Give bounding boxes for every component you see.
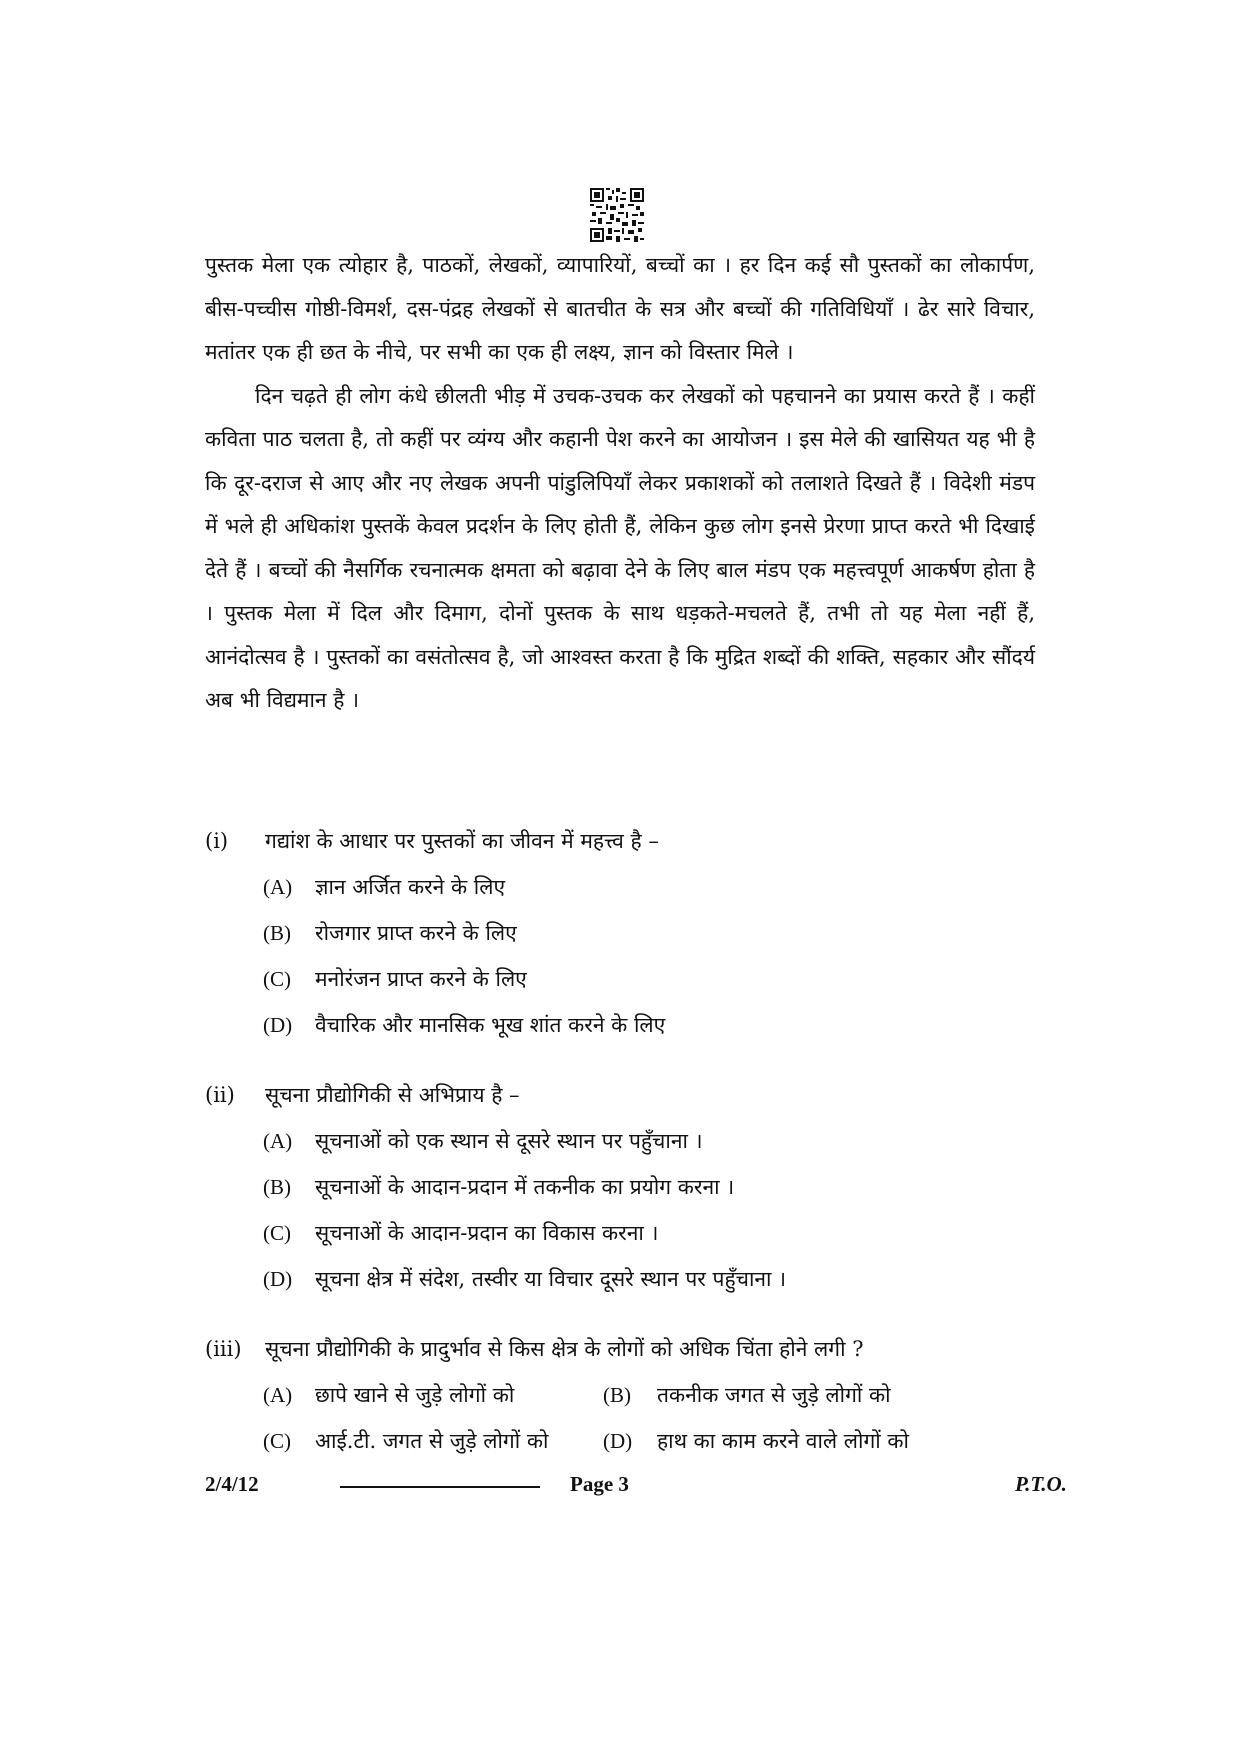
question-1-stem (205, 818, 1065, 864)
question-text: गद्यांश के आधार पर पुस्तकों का जीवन में महत्त्व है – (265, 829, 659, 853)
question-number: (iii) (205, 1337, 242, 1361)
option-text: रोजगार प्राप्त करने के लिए (315, 921, 517, 945)
option-letter: (D) (263, 1267, 293, 1291)
option-letter: (A) (263, 1129, 293, 1153)
question-number: (i) (205, 829, 229, 853)
option-c (205, 956, 1065, 1002)
page-number: Page 3 (570, 1472, 629, 1496)
option-row-cd (205, 1418, 1065, 1464)
option-d-text: हाथ का काम करने वाले लोगों को (657, 1429, 909, 1453)
option-text: सूचनाओं के आदान-प्रदान में तकनीक का प्रयोग करना । (315, 1175, 735, 1199)
option-letter: (D) (263, 1013, 293, 1037)
passage-paragraph-1: पुस्तक मेला एक त्योहार है, पाठकों, लेखकों, व्यापारियों, बच्चों का । हर दिन कई सौ पुस्तकों का लोकार्पण, बीस-पच्चीस गोष्ठी-विमर्श, दस-पंद्रह लेखकों से बातचीत के सत्र और बच्चों की गतिविधियाँ । ढेर सारे विचार, मतांतर एक ही छत के नीचे, पर सभी का एक ही लक्ष्य, ज्ञान को विस्तार मिले । (205, 253, 1035, 364)
option-text: ज्ञान अर्जित करने के लिए (315, 875, 506, 899)
option-b (205, 910, 1065, 956)
option-c-text: आई.टी. जगत से जुड़े लोगों को (315, 1429, 549, 1453)
qr-code (590, 188, 644, 242)
option-text: सूचनाओं के आदान-प्रदान का विकास करना । (315, 1221, 659, 1245)
question-3 (205, 1326, 1065, 1464)
option-text: सूचना क्षेत्र में संदेश, तस्वीर या विचार दूसरे स्थान पर पहुँचाना । (315, 1267, 787, 1291)
option-c (205, 1210, 1065, 1256)
option-a (205, 1118, 1065, 1164)
option-letter: (C) (263, 1221, 291, 1245)
passage (205, 244, 1035, 723)
option-letter: (D) (603, 1429, 633, 1453)
option-text: सूचनाओं को एक स्थान से दूसरे स्थान पर पहुँचाना । (315, 1129, 703, 1153)
question-number: (ii) (205, 1083, 235, 1107)
option-d (205, 1256, 1065, 1302)
option-letter: (A) (263, 1383, 293, 1407)
option-letter: (B) (603, 1383, 631, 1407)
option-text: वैचारिक और मानसिक भूख शांत करने के लिए (315, 1013, 666, 1037)
page-footer (0, 1472, 1241, 1512)
option-letter: (B) (263, 921, 291, 945)
footer-divider (340, 1486, 540, 1488)
question-2-stem (205, 1072, 1065, 1118)
option-letter: (C) (263, 967, 291, 991)
question-1 (205, 818, 1065, 1048)
question-3-stem (205, 1326, 1065, 1372)
passage-paragraph-2: दिन चढ़ते ही लोग कंधे छीलती भीड़ में उचक-उचक कर लेखकों को पहचानने का प्रयास करते हैं । कहीं कविता पाठ चलता है, तो कहीं पर व्यंग्य और कहानी पेश करने का आयोजन । इस मेले की खासियत यह भी है कि दूर-दराज से आए और नए लेखक अपनी पांडुलिपियाँ लेकर प्रकाशकों को तलाशते दिखते हैं । विदेशी मंडप में भले ही अधिकांश पुस्तकें केवल प्रदर्शन के लिए होती हैं, लेकिन कुछ लोग इनसे प्रेरणा प्राप्त करते भी दिखाई देते हैं । बच्चों की नैसर्गिक रचनात्मक क्षमता को बढ़ावा देने के लिए बाल मंडप एक महत्त्वपूर्ण आकर्षण होता है । पुस्तक मेला में दिल और दिमाग, दोनों पुस्तक के साथ धड़कते-मचलते हैं, तभी तो यह मेला नहीं हैं, आनंदोत्सव है । पुस्तकों का वसंतोत्सव है, जो आश्वस्त करता है कि मुद्रित शब्दों की शक्ति, सहकार और सौंदर्य अब भी विद्यमान है । (205, 383, 1035, 712)
question-text: सूचना प्रौद्योगिकी के प्रादुर्भाव से किस क्षेत्र के लोगों को अधिक चिंता होने लगी ? (265, 1337, 864, 1361)
question-2 (205, 1072, 1065, 1302)
option-d (205, 1002, 1065, 1048)
pto-label: P.T.O. (1015, 1472, 1067, 1496)
option-letter: (C) (263, 1429, 291, 1453)
option-a-text: छापे खाने से जुड़े लोगों को (315, 1383, 515, 1407)
option-row-ab (205, 1372, 1065, 1418)
option-letter: (B) (263, 1175, 291, 1199)
option-a (205, 864, 1065, 910)
option-b (205, 1164, 1065, 1210)
paper-code: 2/4/12 (205, 1472, 259, 1496)
option-letter: (A) (263, 875, 293, 899)
option-text: मनोरंजन प्राप्त करने के लिए (315, 967, 527, 991)
question-text: सूचना प्रौद्योगिकी से अभिप्राय है – (265, 1083, 520, 1107)
option-b-text: तकनीक जगत से जुड़े लोगों को (657, 1383, 891, 1407)
